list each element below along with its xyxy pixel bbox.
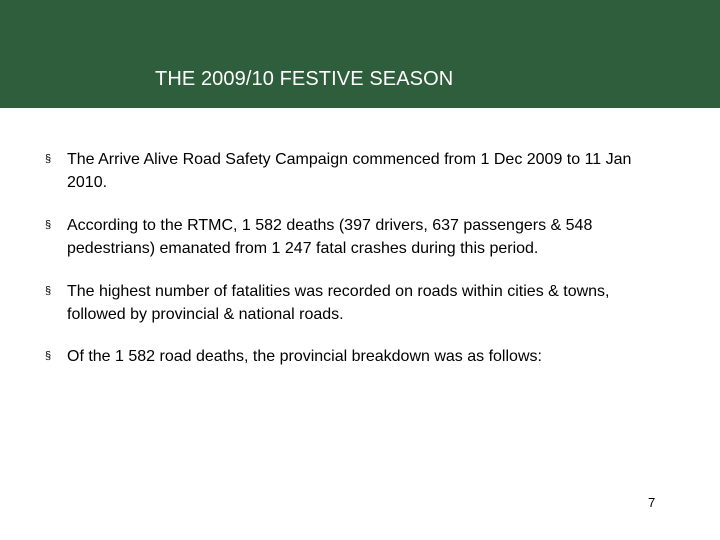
- page-number: 7: [648, 495, 656, 510]
- bullet-marker-icon: §: [45, 350, 52, 362]
- bullet-text: The highest number of fatalities was recorded on roads within cities & towns, followed by provincial & national roads.: [67, 283, 610, 323]
- bullet-text: According to the RTMC, 1 582 deaths (397 drivers, 637 passengers & 548 pedestrians) emanated from 1 247 fatal crashes during this period.: [67, 217, 593, 257]
- bullet-text: The Arrive Alive Road Safety Campaign commenced from 1 Dec 2009 to 11 Jan 2010.: [67, 151, 632, 191]
- slide-title: THE 2009/10 FESTIVE SEASON: [155, 68, 454, 90]
- bullet-marker-icon: §: [45, 153, 52, 165]
- bullet-text: Of the 1 582 road deaths, the provincial breakdown was as follows:: [67, 348, 542, 365]
- bullet-marker-icon: §: [45, 219, 52, 231]
- bullet-marker-icon: §: [45, 285, 52, 297]
